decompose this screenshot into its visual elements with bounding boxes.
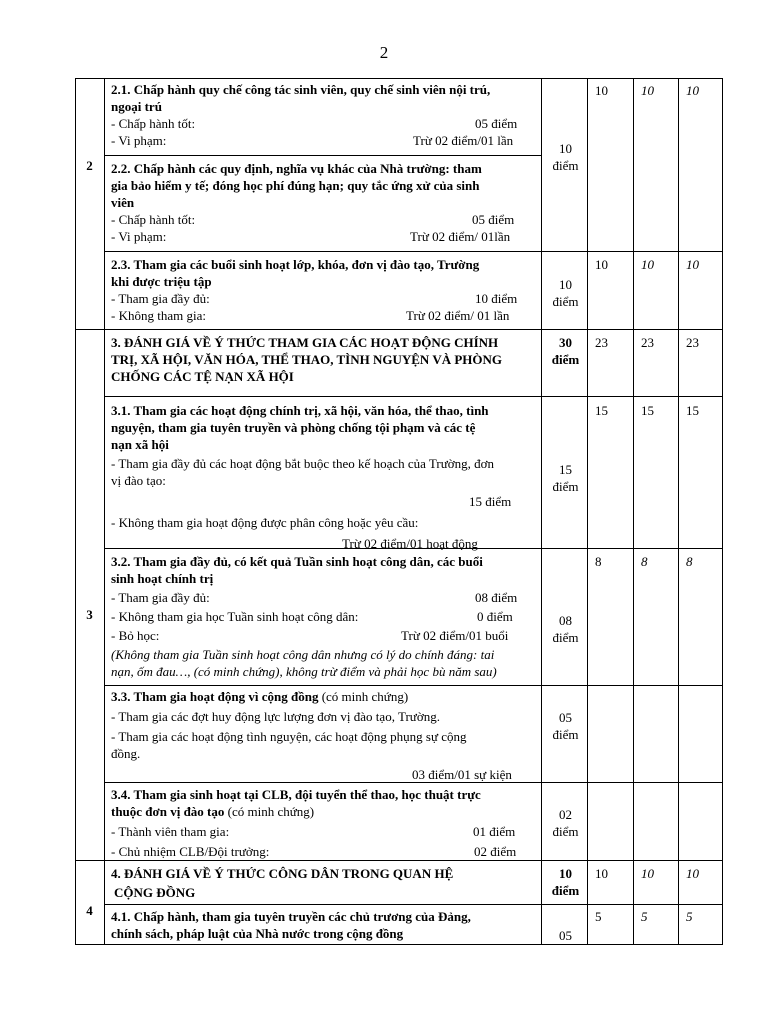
item-3-3: 3.3. Tham gia hoạt động vì cộng đồng (có minh chứng) - Tham gia các đợt huy động lực lượng đơn vị đào tạo, Trường. - Tham gia các hoạt động tình nguyện, các hoạt động phụng sự cộng đồng. 03 điểm/01 sự kiện — [111, 689, 512, 782]
item-title: gia bảo hiểm y tế; đóng học phí đúng hạn; quy tắc ứng xử của sinh — [111, 178, 480, 193]
item-title: 2.2. Chấp hành các quy định, nghĩa vụ khác của Nhà trường: tham — [111, 161, 482, 176]
item-2-2 — [111, 160, 537, 245]
score-2: 10 — [641, 866, 654, 881]
item-3-1: 3.1. Tham gia các hoạt động chính trị, xã hội, văn hóa, thể thao, tình nguyện, tham gia tuyên truyền và phòng chống tội phạm và các tệ nạn xã hội - Tham gia đầy đủ các hoạt động bắt buộc theo kế hoạch của Trường, đơn vị đào tạo: 15 điểm - Không tham gia hoạt động được phân công hoặc yêu cầu: Trừ 02 điểm/01 hoạt động — [111, 403, 512, 551]
section-3-header: 3. ĐÁNH GIÁ VỀ Ý THỨC THAM GIA CÁC HOẠT ĐỘNG CHÍNH TRỊ, XÃ HỘI, VĂN HÓA, THỂ THAO, TÌNH NGUYỆN VÀ PHÒNG CHỐNG CÁC TỆ NẠN XÃ HỘI — [111, 335, 503, 384]
section-4-header: 4. ĐÁNH GIÁ VỀ Ý THỨC CÔNG DÂN TRONG QUAN HỆ CỘNG ĐỒNG — [111, 866, 454, 900]
score-1: 10 — [595, 83, 608, 98]
item-title: viên — [111, 195, 135, 210]
item-2-3 — [111, 256, 537, 324]
item-title: ngoại trú — [111, 99, 162, 114]
section-3-max-points: 30 điểm — [551, 335, 580, 367]
section-4-max-points: 10 điểm — [551, 866, 580, 898]
score-2: 10 — [641, 257, 654, 272]
criterion-row: - Chấp hành tốt: 05 điểm — [111, 116, 518, 131]
score-3: 23 — [686, 335, 699, 350]
section-number-3: 3 — [86, 607, 93, 622]
score-1: 5 — [595, 909, 602, 924]
score-1: 15 — [595, 403, 608, 418]
item-2-1 — [111, 81, 537, 149]
score-2: 5 — [641, 909, 648, 924]
score-2: 10 — [641, 83, 654, 98]
score-2: 15 — [641, 403, 654, 418]
score-2: 8 — [641, 554, 648, 569]
score-1: 8 — [595, 554, 602, 569]
item-3-2: 3.2. Tham gia đầy đủ, có kết quả Tuần sinh hoạt công dân, các buổi sinh hoạt chính trị - Tham gia đầy đủ: 08 điểm - Không tham gia học Tuần sinh hoạt công dân: 0 điểm - Bỏ học: Trừ 02 điểm/01 buổi (Không tham gia Tuần sinh hoạt công dân nhưng có lý do chính đáng: tai nạn, ốm đau…, (có minh chứng), không trừ điểm và phải học bù năm sau) — [111, 554, 518, 679]
score-1: 10 — [595, 866, 608, 881]
max-points: 05 điểm — [552, 710, 579, 742]
max-points: 08 điểm — [552, 613, 579, 645]
item-title: khi được triệu tập — [111, 274, 212, 289]
max-points: 02 điểm — [552, 807, 579, 839]
item-3-4: 3.4. Tham gia sinh hoạt tại CLB, đội tuyển thể thao, học thuật trực thuộc đơn vị đào tạo (có minh chứng) - Thành viên tham gia: 01 điểm - Chủ nhiệm CLB/Đội trưởng: 02 điểm — [111, 787, 517, 859]
criterion-row: - Vi phạm: Trừ 02 điểm/ 01lần — [111, 229, 511, 244]
section-number-4: 4 — [86, 903, 93, 918]
score-3: 10 — [686, 83, 699, 98]
section-number-2: 2 — [86, 158, 93, 173]
max-points: 10 điểm — [552, 141, 579, 173]
criterion-row: - Vi phạm: Trừ 02 điểm/01 lần — [111, 133, 514, 148]
score-3: 5 — [686, 909, 693, 924]
max-points: 10 điểm — [552, 277, 579, 309]
criterion-row: - Không tham gia: Trừ 02 điểm/ 01 lần — [111, 308, 510, 323]
max-points: 15 điểm — [552, 462, 579, 494]
score-1: 10 — [595, 257, 608, 272]
max-points: 05 — [559, 928, 572, 943]
score-3: 15 — [686, 403, 699, 418]
criterion-row: - Tham gia đầy đủ: 10 điểm — [111, 291, 518, 306]
criterion-row: - Chấp hành tốt: 05 điểm — [111, 212, 515, 227]
score-1: 23 — [595, 335, 608, 350]
score-3: 10 — [686, 257, 699, 272]
page-number: 2 — [379, 43, 389, 62]
score-3: 10 — [686, 866, 699, 881]
score-2: 23 — [641, 335, 654, 350]
item-4-1: 4.1. Chấp hành, tham gia tuyên truyền các chủ trương của Đảng, chính sách, pháp luật của Nhà nước trong cộng đồng — [111, 909, 471, 941]
item-title: 2.3. Tham gia các buổi sinh hoạt lớp, khóa, đơn vị đào tạo, Trường — [111, 257, 480, 272]
score-3: 8 — [686, 554, 693, 569]
item-title: 2.1. Chấp hành quy chế công tác sinh viên, quy chế sinh viên nội trú, — [111, 82, 491, 97]
